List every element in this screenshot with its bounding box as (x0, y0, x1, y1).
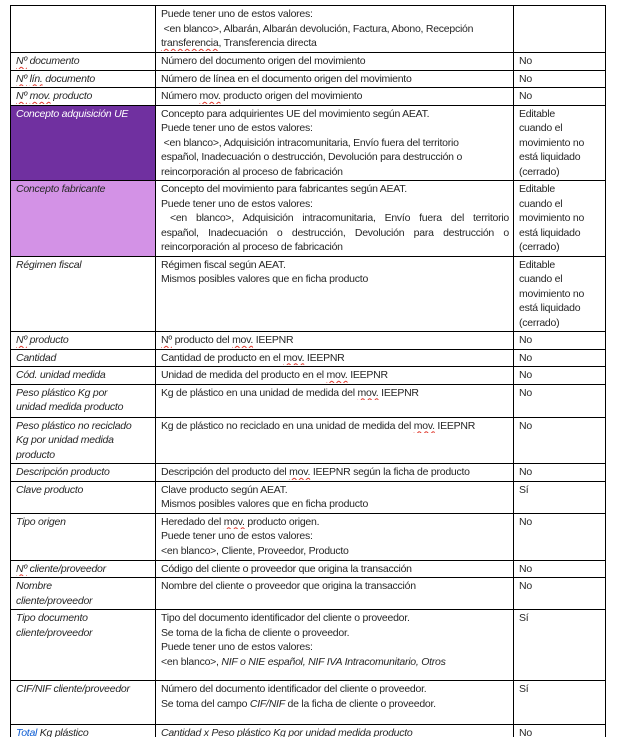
description-cell (156, 513, 514, 560)
text-run: Editable (519, 258, 555, 271)
text-line (519, 562, 601, 577)
text-line (519, 107, 601, 122)
text-run: Puede tener uno de estos valores: (161, 197, 313, 210)
text-line (161, 611, 509, 626)
text-run: Clave producto según AEAT. (161, 483, 288, 496)
text-run: producto (50, 90, 93, 102)
text-run: Unidad de medida del producto en el (161, 369, 327, 381)
text-run: movimiento no (519, 212, 585, 224)
description-cell (156, 464, 514, 482)
text-line (16, 483, 151, 498)
editable-cell (514, 384, 606, 417)
text-line (519, 726, 601, 737)
text-line (16, 726, 151, 737)
table-row (11, 513, 606, 560)
field-table-body (11, 6, 606, 737)
text-line (161, 726, 509, 737)
text-run: mov. (199, 90, 221, 102)
text-line (16, 386, 151, 401)
field-cell (11, 181, 156, 257)
field-definitions-table (10, 5, 606, 737)
text-run: Puede tener uno de estos valores: (161, 530, 313, 542)
text-line (161, 529, 509, 544)
editable-cell (514, 70, 606, 88)
table-row (11, 332, 606, 350)
text-line (16, 368, 151, 383)
editable-cell (514, 53, 606, 71)
text-run: Nº (161, 334, 172, 346)
text-line (161, 562, 509, 577)
table-row (11, 560, 606, 578)
field-cell (11, 725, 156, 737)
editable-cell (514, 105, 606, 181)
text-run: está liquidado (519, 302, 581, 314)
editable-cell (514, 6, 606, 53)
field-cell (11, 53, 156, 71)
text-line (519, 465, 601, 480)
text-run: mov. (326, 369, 348, 381)
text-run: producto del (171, 334, 233, 346)
text-line (161, 36, 509, 51)
text-line (161, 226, 509, 241)
description-cell (156, 181, 514, 257)
description-cell (156, 6, 514, 53)
field-cell (11, 6, 156, 53)
text-line (16, 611, 151, 626)
text-run: Kg por unidad medida (16, 434, 114, 446)
table-row (11, 610, 606, 681)
text-line (519, 579, 601, 594)
text-line (16, 54, 151, 69)
description-cell (156, 610, 514, 681)
field-cell (11, 384, 156, 417)
editable-cell (514, 725, 606, 737)
text-run: mov. (283, 351, 305, 364)
text-run: No (519, 515, 532, 528)
text-line (161, 386, 509, 401)
text-line (161, 465, 509, 480)
text-run: cliente/proveedor (16, 626, 93, 639)
text-run: No (519, 369, 532, 381)
table-row (11, 6, 606, 53)
text-line (161, 136, 509, 151)
text-line (161, 682, 509, 697)
text-line (519, 258, 601, 273)
description-cell (156, 481, 514, 513)
field-cell (11, 70, 156, 88)
editable-cell (514, 464, 606, 482)
text-run: mov. (29, 90, 51, 102)
text-line (161, 697, 509, 712)
text-run: Nombre (16, 580, 52, 592)
text-run: No (519, 580, 532, 592)
text-run: Kg de plástico en una unidad de medida del (161, 386, 358, 399)
editable-cell (514, 578, 606, 610)
text-run: No (519, 72, 532, 85)
text-line (519, 121, 601, 136)
text-line (161, 579, 509, 594)
text-run: Se toma de la ficha de cliente o proveedor. (161, 626, 350, 639)
text-line (519, 483, 601, 498)
text-run: cuando el (519, 273, 563, 285)
table-row (11, 578, 606, 610)
text-run: Nº (16, 72, 27, 85)
text-run: Número (161, 90, 200, 102)
text-run: CIF/NIF cliente/proveedor (16, 683, 130, 695)
description-cell (156, 417, 514, 464)
text-run: Número del documento identificador del cliente o proveedor. (161, 683, 427, 695)
text-run: <en blanco>, (161, 655, 222, 668)
description-cell (156, 578, 514, 610)
field-cell (11, 105, 156, 181)
text-run: No (519, 386, 532, 399)
text-run: producto origen. (244, 515, 320, 528)
text-run: Tipo origen (16, 515, 66, 528)
text-line (161, 54, 509, 69)
table-row (11, 88, 606, 106)
text-run: Concepto adquisición UE (16, 107, 129, 120)
text-run: Se toma del campo (161, 697, 250, 710)
text-run: , Transferencia directa (218, 37, 317, 49)
field-cell (11, 610, 156, 681)
editable-cell (514, 349, 606, 367)
text-run: producto (26, 334, 69, 346)
text-line (519, 182, 601, 197)
text-line (16, 433, 151, 448)
table-row (11, 105, 606, 181)
text-run: Puede tener uno de estos valores: (161, 641, 313, 653)
text-line (161, 121, 509, 136)
text-run: Número de línea en el documento origen del movimiento (161, 72, 412, 85)
text-line (16, 333, 151, 348)
field-cell (11, 513, 156, 560)
text-line (519, 89, 601, 104)
text-line (16, 579, 151, 594)
text-line (519, 419, 601, 434)
text-run: Descripción del producto del (161, 466, 290, 478)
editable-cell (514, 181, 606, 257)
text-line (519, 386, 601, 401)
text-run: (cerrado) (519, 241, 560, 253)
text-run: Clave producto (16, 483, 84, 496)
text-line (16, 72, 151, 87)
description-cell (156, 725, 514, 737)
text-run: de la ficha de cliente o proveedor. (284, 697, 436, 710)
text-line (519, 287, 601, 302)
field-cell (11, 681, 156, 725)
text-run: reincorporación al proceso de fabricación (161, 241, 343, 253)
description-cell (156, 681, 514, 725)
text-run: Nº (16, 55, 27, 67)
text-run: Cantidad x Peso plástico Kg por unidad medida producto (161, 727, 413, 737)
editable-cell (514, 88, 606, 106)
text-line (519, 368, 601, 383)
text-line (161, 483, 509, 498)
description-cell (156, 560, 514, 578)
text-run: Cantidad (16, 351, 57, 364)
table-row (11, 70, 606, 88)
text-run: movimiento no (519, 287, 585, 300)
text-run: Mismos posibles valores que en ficha producto (161, 498, 369, 510)
text-run: documento (42, 72, 95, 85)
text-line (16, 419, 151, 434)
text-line (16, 465, 151, 480)
text-run: Cantidad de producto en el (161, 351, 284, 364)
text-run: está liquidado (519, 151, 581, 163)
text-run: Concepto fabricante (16, 183, 106, 195)
table-row (11, 367, 606, 385)
description-cell (156, 367, 514, 385)
text-line (519, 301, 601, 316)
text-run: cuando el (519, 122, 563, 134)
description-cell (156, 70, 514, 88)
text-line (16, 515, 151, 530)
text-run: No (519, 419, 532, 432)
text-run: Kg de plástico no reciclado en una unidad de medida del (161, 419, 414, 432)
field-cell (11, 367, 156, 385)
text-run: No (519, 466, 532, 478)
text-run: Sí (519, 612, 529, 624)
text-run: está liquidado (519, 226, 581, 239)
text-line (519, 682, 601, 697)
text-line (161, 368, 509, 383)
text-line (161, 258, 509, 273)
text-line (16, 448, 151, 463)
text-run: Puede tener uno de estos valores: (161, 8, 313, 20)
table-row (11, 481, 606, 513)
text-line (16, 682, 151, 697)
field-cell (11, 578, 156, 610)
text-line (161, 626, 509, 641)
table-row (11, 53, 606, 71)
text-run: mov. (232, 334, 254, 346)
text-line (161, 7, 509, 22)
text-line (161, 515, 509, 530)
text-run: español, Inadecuación o destrucción, Devolución para destrucción o (161, 226, 509, 239)
text-line (161, 272, 509, 287)
text-line (16, 562, 151, 577)
text-line (16, 258, 151, 273)
description-cell (156, 105, 514, 181)
text-run: NIF o NIE español, NIF IVA Intracomunitario, Otros (221, 655, 446, 668)
text-line (161, 419, 509, 434)
editable-cell (514, 417, 606, 464)
text-run: Puede tener uno de estos valores: (161, 122, 313, 134)
description-cell (156, 256, 514, 332)
text-run: cliente/proveedor (26, 562, 106, 575)
field-cell (11, 560, 156, 578)
text-run: Peso plástico no reciclado (16, 419, 132, 432)
text-line (16, 626, 151, 641)
text-line (519, 351, 601, 366)
description-cell (156, 384, 514, 417)
table-row (11, 384, 606, 417)
editable-cell (514, 481, 606, 513)
text-line (161, 182, 509, 197)
text-run: documento (26, 55, 80, 67)
text-run: Editable (519, 107, 555, 120)
text-line (16, 594, 151, 609)
description-cell (156, 349, 514, 367)
text-run: Mismos posibles valores que en ficha producto (161, 273, 369, 285)
text-line (519, 165, 601, 180)
text-line (161, 497, 509, 512)
text-run: Tipo documento (16, 612, 88, 624)
text-run: cliente/proveedor (16, 594, 93, 607)
text-line (161, 150, 509, 165)
table-row (11, 417, 606, 464)
editable-cell (514, 681, 606, 725)
text-run: <en blanco>, Albarán, Albarán devolución, Factura, Abono, Recepción (161, 22, 474, 35)
text-line (519, 150, 601, 165)
text-run: Régimen fiscal (16, 258, 82, 271)
text-line (519, 54, 601, 69)
text-run: transferencia (161, 37, 219, 49)
text-run: Código del cliente o proveedor que origina la transacción (161, 562, 412, 575)
text-run: No (519, 351, 532, 364)
text-run: <en blanco>, Adquisición intracomunitaria, Envío fuera del territorio (161, 212, 509, 224)
field-cell (11, 349, 156, 367)
text-run: No (519, 55, 532, 67)
text-run: No (519, 727, 532, 737)
text-run: (cerrado) (519, 165, 560, 178)
editable-cell (514, 332, 606, 350)
editable-cell (514, 610, 606, 681)
text-line (161, 89, 509, 104)
text-line (161, 640, 509, 655)
description-cell (156, 332, 514, 350)
field-cell (11, 417, 156, 464)
text-line (161, 107, 509, 122)
text-run: producto (16, 448, 55, 461)
field-cell (11, 481, 156, 513)
text-line (519, 333, 601, 348)
table-row (11, 725, 606, 737)
text-run: Heredado del (161, 515, 224, 528)
field-cell (11, 464, 156, 482)
text-run: mov. (289, 466, 311, 478)
text-run: Editable (519, 183, 555, 195)
text-run: Cód. unidad medida (16, 369, 106, 381)
text-run: IEEPNR (434, 419, 476, 432)
text-run: Peso plástico Kg por (16, 386, 108, 399)
text-run: cuando el (519, 197, 563, 210)
field-cell (11, 256, 156, 332)
text-run: mov. (223, 515, 245, 528)
text-run: Tipo del documento identificador del cliente o proveedor. (161, 612, 410, 624)
text-line (519, 611, 601, 626)
text-line (16, 182, 151, 197)
text-line (519, 515, 601, 530)
text-run: (cerrado) (519, 316, 560, 329)
description-cell (156, 53, 514, 71)
text-line (519, 72, 601, 87)
text-run: Sí (519, 683, 529, 695)
text-line (519, 211, 601, 226)
text-line (161, 22, 509, 37)
text-run: No (519, 334, 532, 346)
text-run: CIF/NIF (249, 697, 285, 710)
text-line (519, 197, 601, 212)
text-run: Sí (519, 483, 529, 496)
text-run: unidad medida producto (16, 401, 124, 413)
table-row (11, 464, 606, 482)
text-line (519, 226, 601, 241)
text-run: <en blanco>, Adquisición intracomunitaria, Envío fuera del territorio (161, 136, 459, 149)
text-line (16, 400, 151, 415)
text-run: mov. (413, 419, 435, 432)
text-run: IEEPNR (253, 334, 294, 346)
text-line (161, 211, 509, 226)
description-cell (156, 88, 514, 106)
editable-cell (514, 367, 606, 385)
text-line (16, 89, 151, 104)
text-run: español, Inadecuación o destrucción, Devolución para destrucción o (161, 151, 463, 163)
text-run: IEEPNR (347, 369, 388, 381)
text-run: No (519, 562, 532, 575)
editable-cell (514, 513, 606, 560)
text-run: IEEPNR (378, 386, 419, 399)
text-run: <en blanco>, Cliente, Proveedor, Producto (161, 544, 349, 557)
text-run: Concepto del movimiento para fabricantes según AEAT. (161, 183, 407, 195)
text-line (161, 240, 509, 255)
text-run: Descripción producto (16, 466, 110, 478)
text-run: Número del documento origen del movimiento (161, 55, 366, 67)
text-line (161, 165, 509, 180)
total-link[interactable]: Total (16, 727, 38, 737)
table-row (11, 181, 606, 257)
text-line (16, 107, 151, 122)
text-line (519, 272, 601, 287)
table-row (11, 681, 606, 725)
text-line (161, 544, 509, 559)
text-run: IEEPNR (304, 351, 345, 364)
text-line (161, 72, 509, 87)
text-run: reincorporación al proceso de fabricación (161, 165, 343, 178)
text-line (519, 136, 601, 151)
table-row (11, 349, 606, 367)
text-run: Nº (16, 334, 27, 346)
text-run: Régimen fiscal según AEAT. (161, 258, 286, 271)
text-line (161, 655, 509, 670)
editable-cell (514, 560, 606, 578)
text-line (161, 351, 509, 366)
text-line (161, 333, 509, 348)
text-run: Kg plástico (37, 727, 89, 737)
editable-cell (514, 256, 606, 332)
text-run: No (519, 90, 532, 102)
text-run: producto origen del movimiento (220, 90, 363, 102)
text-run: IEEPNR según la ficha de producto (310, 466, 470, 478)
text-run: Nº (16, 90, 27, 102)
text-run: movimiento no (519, 136, 585, 149)
text-run: mov. (357, 386, 379, 399)
field-cell (11, 332, 156, 350)
text-line (161, 197, 509, 212)
text-run: Nombre del cliente o proveedor que origina la transacción (161, 580, 416, 592)
text-run: lín. (29, 72, 43, 85)
text-line (16, 351, 151, 366)
table-row (11, 256, 606, 332)
text-line (519, 316, 601, 331)
text-run: Nº (16, 562, 27, 575)
field-cell (11, 88, 156, 106)
text-run: Concepto para adquirientes UE del movimiento según AEAT. (161, 107, 430, 120)
text-line (519, 240, 601, 255)
